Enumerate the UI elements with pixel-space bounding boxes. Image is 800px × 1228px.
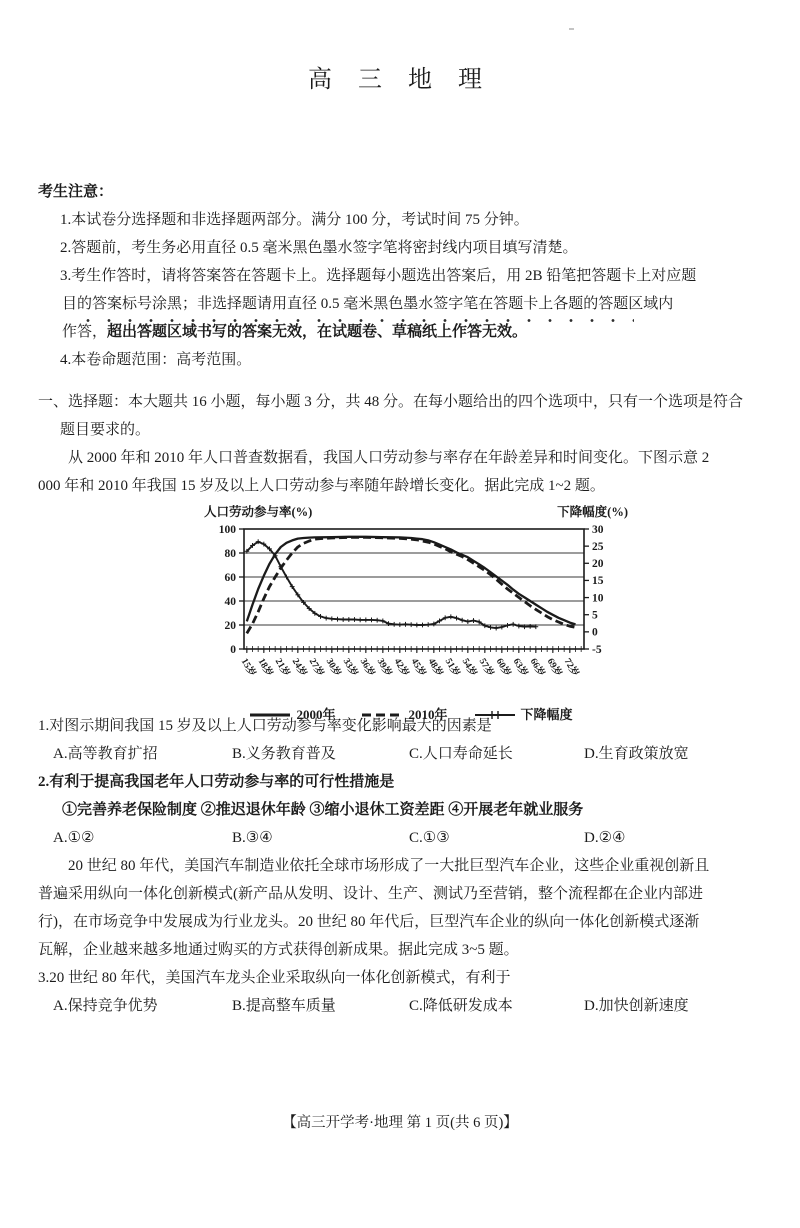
svg-text:0: 0 [230, 643, 236, 656]
svg-text:60: 60 [224, 571, 236, 584]
svg-text:60岁: 60岁 [493, 657, 512, 679]
svg-text:48岁: 48岁 [425, 657, 444, 679]
passage1-line1: 从 2000 年和 2010 年人口普查数据看，我国人口劳动参与率存在年龄差异和时间变化。下图示意 2 [68, 450, 710, 466]
svg-text:63岁: 63岁 [510, 657, 529, 679]
emphasis-dots [86, 318, 634, 323]
notice-item-3-line3 [62, 318, 768, 346]
svg-text:36岁: 36岁 [357, 657, 376, 679]
legend-label-decline: 下降幅度 [520, 707, 573, 722]
question-2-options [53, 824, 778, 852]
svg-text:27岁: 27岁 [306, 657, 325, 679]
section-heading-line1: 一、选择题：本大题共 16 小题，每小题 3 分，共 48 分。在每小题给出的四个选项中，只有一个选项是符合 [38, 394, 744, 410]
notice-section [38, 178, 768, 374]
legend-label-2000: 2000年 [296, 707, 336, 722]
svg-text:10: 10 [592, 592, 604, 605]
q3-option-c: C.降低研发成本 [409, 998, 513, 1014]
svg-text:20: 20 [592, 558, 604, 571]
q2-option-a: A.①② [53, 830, 95, 846]
svg-text:45岁: 45岁 [408, 657, 427, 679]
notice-item-3-line3-bold: 超出答题区域书写的答案无效，在试题卷、草稿纸上作答无效。 [107, 324, 528, 340]
notice-item-2: 2.答题前，考生务必用直径 0.5 毫米黑色墨水签字笔将密封线内项目填写清楚。 [60, 240, 578, 256]
svg-text:18岁: 18岁 [255, 657, 274, 679]
passage2-line1: 20 世纪 80 年代，美国汽车制造业依托全球市场形成了一大批巨型汽车企业，这些企业重视创新且 [68, 858, 710, 874]
question-1-stem: 1.对图示期间我国 15 岁及以上人口劳动参与率变化影响最大的因素是 [38, 718, 492, 734]
notice-heading: 考生注意： [38, 184, 114, 200]
svg-text:30岁: 30岁 [323, 657, 342, 679]
questions-block [38, 712, 778, 1020]
notice-item-4: 4.本卷命题范围：高考范围。 [60, 352, 252, 368]
passage2-line2: 普遍采用纵向一体化创新模式(新产品从发明、设计、生产、测试乃至营销，整个流程都在企业内部进 [38, 886, 703, 902]
svg-text:33岁: 33岁 [340, 657, 359, 679]
q3-option-b: B.提高整车质量 [232, 998, 336, 1014]
svg-text:69岁: 69岁 [544, 657, 563, 679]
notice-item-1: 1.本试卷分选择题和非选择题两部分。满分 100 分，考试时间 75 分钟。 [60, 212, 529, 228]
q1-option-a: A.高等教育扩招 [53, 746, 158, 762]
right-axis-title: 下降幅度(%) [557, 505, 628, 519]
svg-text:21岁: 21岁 [272, 657, 291, 679]
svg-text:39岁: 39岁 [374, 657, 393, 679]
svg-text:-5: -5 [592, 643, 602, 656]
svg-text:100: 100 [218, 523, 236, 536]
svg-text:51岁: 51岁 [442, 657, 461, 679]
q1-option-d: D.生育政策放宽 [584, 746, 689, 762]
section-heading-line2: 题目要求的。 [60, 422, 151, 438]
notice-item-3-line1: 3.考生作答时，请将答案答在答题卡上。选择题每小题选出答案后，用 2B 铅笔把答题卡上对应题 [60, 268, 697, 284]
passage2-line4: 瓦解，企业越来越多地通过购买的方式获得创新成果。据此完成 3~5 题。 [38, 942, 519, 958]
chart-axis-titles [192, 505, 630, 519]
left-axis-title: 人口劳动参与率(%) [204, 505, 313, 519]
q2-option-b: B.③④ [232, 830, 273, 846]
page-footer: 【高三开学考·地理 第 1 页(共 6 页)】 [282, 1115, 518, 1131]
q1-option-c: C.人口寿命延长 [409, 746, 513, 762]
q3-option-d: D.加快创新速度 [584, 998, 689, 1014]
svg-text:30: 30 [592, 523, 604, 536]
svg-text:80: 80 [224, 547, 236, 560]
svg-text:5: 5 [592, 609, 598, 622]
page-title: 高 三 地 理 [308, 67, 492, 93]
passage2-line3: 行)，在市场竞争中发展成为行业龙头。20 世纪 80 年代后，巨型汽车企业的纵向一体化创新模式逐渐 [38, 914, 700, 930]
q2-option-d: D.②④ [584, 830, 626, 846]
question-1-options [53, 740, 778, 768]
svg-text:66岁: 66岁 [527, 657, 546, 679]
question-2-stem: 2.有利于提高我国老年人口劳动参与率的可行性措施是 [38, 774, 395, 790]
svg-text:42岁: 42岁 [391, 657, 410, 679]
chart-figure [192, 505, 630, 723]
question-3-options [53, 992, 778, 1020]
section-1 [38, 388, 778, 500]
svg-text:57岁: 57岁 [476, 657, 495, 679]
svg-text:25: 25 [592, 540, 604, 553]
svg-text:15岁: 15岁 [238, 657, 257, 679]
question-2-subitems: ①完善养老保险制度 ②推迟退休年龄 ③缩小退休工资差距 ④开展老年就业服务 [62, 802, 584, 818]
participation-rate-chart [192, 519, 630, 695]
svg-text:72岁: 72岁 [561, 657, 580, 679]
notice-item-3-line2: 目的答案标号涂黑；非选择题请用直径 0.5 毫米黑色墨水签字笔在答题卡上各题的答题区域内 [62, 296, 674, 312]
scan-artifact [569, 28, 574, 30]
question-3-stem: 3.20 世纪 80 年代，美国汽车龙头企业采取纵向一体化创新模式，有利于 [38, 970, 511, 986]
q2-option-c: C.①③ [409, 830, 450, 846]
svg-text:0: 0 [592, 626, 598, 639]
passage1-line2: 000 年和 2010 年我国 15 岁及以上人口劳动参与率随年龄增长变化。据此完成 1~2 题。 [38, 478, 605, 494]
svg-text:40: 40 [224, 595, 236, 608]
legend-label-2010: 2010年 [408, 707, 448, 722]
svg-text:24岁: 24岁 [289, 657, 308, 679]
q1-option-b: B.义务教育普及 [232, 746, 336, 762]
svg-text:15: 15 [592, 575, 604, 588]
svg-text:54岁: 54岁 [459, 657, 478, 679]
notice-item-3-line3-normal: 作答， [62, 324, 108, 340]
q3-option-a: A.保持竞争优势 [53, 998, 158, 1014]
svg-text:20: 20 [224, 619, 236, 632]
